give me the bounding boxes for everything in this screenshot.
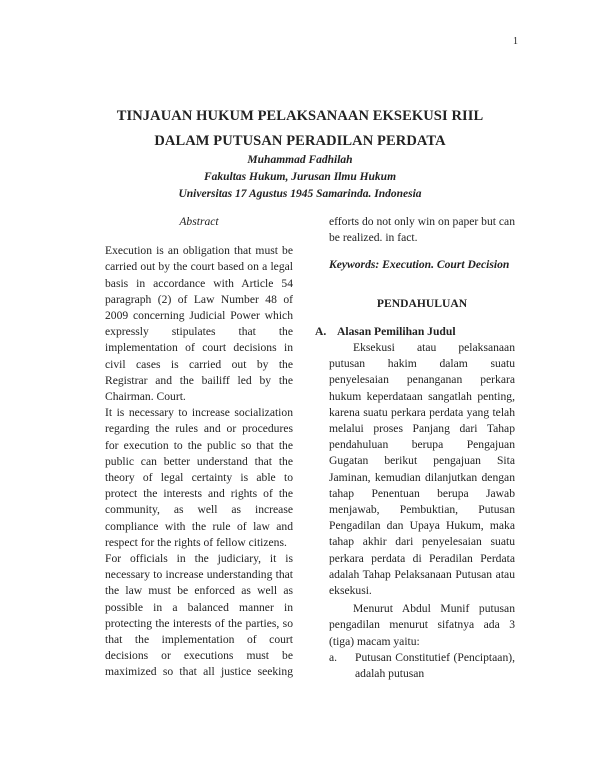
list-item-text: Putusan Constitutief (Penciptaan), adalah putusan	[355, 650, 515, 681]
page-number: 1	[513, 36, 518, 47]
abstract-paragraph-2: It is necessary to increase socialization regarding the rules and or procedures for execution to the public so that the public can better understand that the theory of legal certainty is able to protect the interests and rights of the community, as well as increase compliance with the rule of law and respect for the rights of fellow citizens.	[105, 406, 293, 549]
author-university: Universitas 17 Agustus 1945 Samarinda. Indonesia	[178, 188, 422, 200]
abstract-paragraph-3-continued: efforts do not only win on paper but can be realized. in fact.	[329, 215, 515, 245]
paper-title-line-1: TINJAUAN HUKUM PELAKSANAAN EKSEKUSI RIIL	[116, 108, 484, 124]
author-name: Muhammad Fadhilah	[247, 154, 353, 166]
subsection-label: A.	[315, 324, 327, 338]
right-column	[315, 214, 515, 682]
section-heading: PENDAHULUAN	[376, 296, 468, 310]
list-item-marker: a.	[329, 650, 338, 664]
abstract-paragraph-1: Execution is an obligation that must be carried out by the court based on a legal basis in accordance with Article 54 paragraph (2) of Law Number 48 of 2009 concerning Judicial Power which expressly stipulates that the implementation of court decisions in civil cases is carried out by the Registrar and the bailiff led by the Chairman. Court.	[105, 244, 293, 404]
list-item	[329, 650, 515, 682]
intro-paragraph-1: Eksekusi atau pelaksanaan putusan hakim dalam suatu penyelesaian penanganan perkara hukum keperdataan sangatlah penting, karena suatu perkara perdata yang telah melalui proses Panjang dari Tahap pendahuluan berupa Pengajuan Gugatan berikut pengajuan Sita Jaminan, kemudian dilanjutkan dengan tahap Penentuan berupa Jawab menjawab, Pembuktian, Putusan Pengadilan dan Upaya Hukum, maka tahap akhir dari penyelesaian suatu perkara perdata di Peradilan Perdata adalah Tahap Pelaksanaan Putusan atau eksekusi.	[329, 341, 515, 598]
abstract-heading: Abstract	[179, 215, 219, 228]
intro-paragraph-2: Menurut Abdul Munif putusan pengadilan menurut sifatnya ada 3 (tiga) macam yaitu:	[329, 602, 515, 648]
subsection-heading	[315, 324, 515, 340]
abstract-paragraph-3: For officials in the judiciary, it is necessary to increase understanding that the law must be enforced as well as possible in a balanced manner in protecting the interests of the parties, so that the implementation of court decisions or executions must be maximized so that all justice seeking	[105, 552, 293, 679]
keywords: Keywords: Execution. Court Decision	[329, 258, 510, 272]
left-column	[105, 214, 293, 681]
author-affiliation: Fakultas Hukum, Jurusan Ilmu Hukum	[203, 171, 397, 183]
subsection-title: Alasan Pemilihan Judul	[337, 324, 456, 338]
paper-title-line-2: DALAM PUTUSAN PERADILAN PERDATA	[154, 133, 446, 149]
